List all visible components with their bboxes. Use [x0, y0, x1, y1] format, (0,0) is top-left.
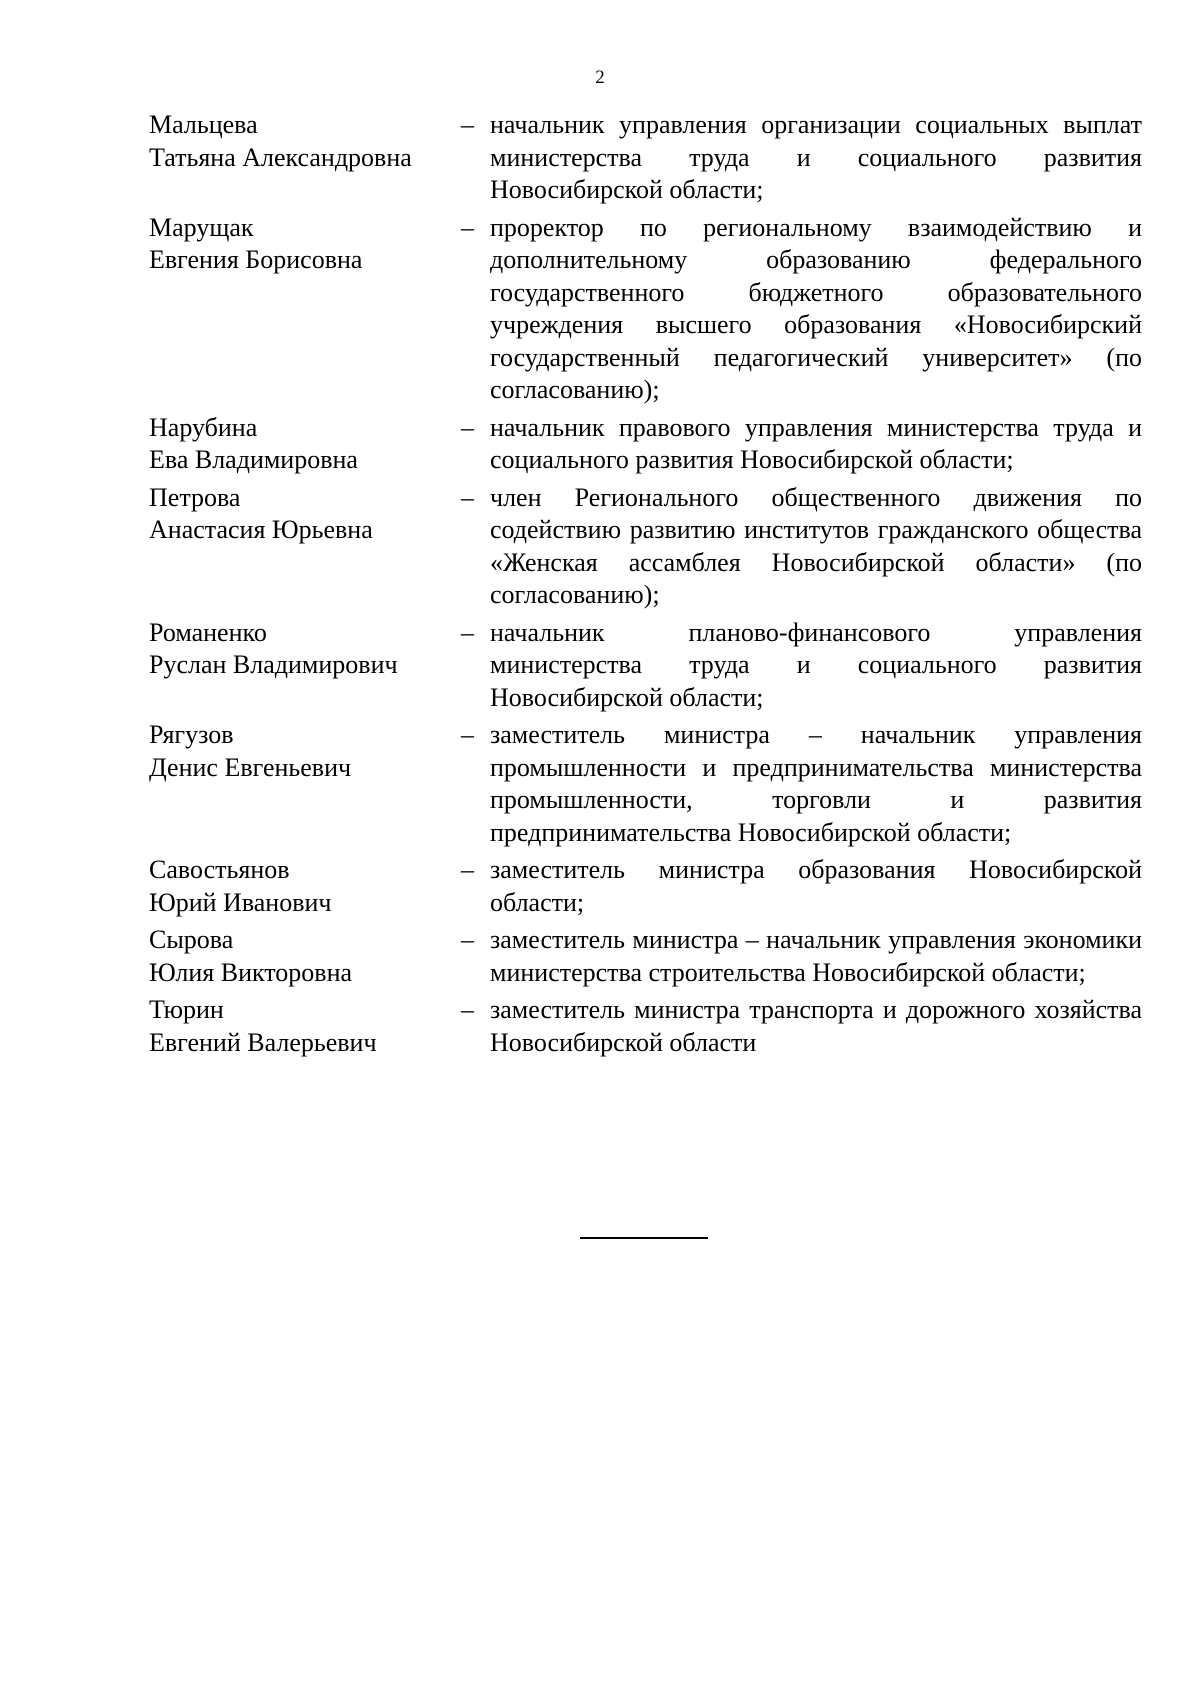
- member-entry: [149, 212, 1142, 407]
- member-surname: Романенко: [149, 617, 267, 647]
- member-position: заместитель министра – начальник управления экономики министерства строительства Новосибирской области;: [490, 925, 1142, 987]
- member-name: [149, 854, 461, 919]
- member-entry: [149, 412, 1142, 477]
- member-surname: Тюрин: [149, 995, 224, 1024]
- member-dash: –: [461, 995, 474, 1024]
- member-surname: Савостьянов: [149, 855, 290, 884]
- member-name: [149, 719, 461, 849]
- member-given-names: Анастасия Юрьевна: [149, 515, 373, 544]
- member-dash: –: [461, 925, 474, 954]
- member-entry: [149, 109, 1142, 207]
- member-entry: [149, 994, 1142, 1059]
- member-position: заместитель министра образования Новосибирской области;: [490, 855, 1142, 917]
- member-name: [149, 994, 461, 1059]
- member-surname: Мальцева: [149, 110, 258, 139]
- member-position: заместитель министра транспорта и дорожного хозяйства Новосибирской области: [490, 995, 1142, 1057]
- member-name: [149, 212, 461, 407]
- member-dash: –: [461, 412, 474, 442]
- member-name: [149, 924, 461, 989]
- member-position: проректор по региональному взаимодействию и дополнительному образованию федерального государственного бюджетного образовательного учреждения высшего образования «Новосибирский государственный педагогический университет» (по согласованию);: [490, 212, 1142, 404]
- member-position: заместитель министра – начальник управления промышленности и предпринимательства министерства промышленности, торговли и развития предпринимательства Новосибирской области;: [490, 720, 1142, 847]
- member-entry: [149, 854, 1142, 919]
- member-given-names: Юрий Иванович: [149, 887, 332, 917]
- member-position: член Регионального общественного движения по содействию развитию институтов гражданского общества «Женская ассамблея Новосибирской области» (по согласованию);: [490, 482, 1142, 609]
- member-given-names: Евгений Валерьевич: [149, 1027, 377, 1057]
- member-position: начальник управления организации социальных выплат министерства труда и социального развития Новосибирской области;: [490, 110, 1142, 204]
- member-dash: –: [461, 720, 474, 749]
- member-surname: Сырова: [149, 925, 234, 954]
- member-surname: Марущак: [149, 212, 254, 242]
- member-dash: –: [461, 482, 474, 512]
- member-surname: Рягузов: [149, 720, 234, 749]
- page-number: 2: [595, 67, 605, 88]
- member-position: начальник планово-финансового управления министерства труда и социального развития Новосибирской области;: [490, 617, 1142, 712]
- member-surname: Петрова: [149, 482, 241, 512]
- member-entry: [149, 482, 1142, 612]
- member-position: начальник правового управления министерства труда и социального развития Новосибирской области;: [490, 412, 1142, 474]
- member-surname: Нарубина: [149, 412, 258, 442]
- member-given-names: Юлия Викторовна: [149, 957, 353, 987]
- member-name: [149, 412, 461, 477]
- members-list: [149, 109, 1142, 1064]
- member-given-names: Денис Евгеньевич: [149, 752, 352, 782]
- member-name: [149, 617, 461, 715]
- member-name: [149, 109, 461, 207]
- end-of-list-rule: [580, 1237, 708, 1239]
- member-given-names: Руслан Владимирович: [149, 650, 398, 679]
- member-entry: [149, 924, 1142, 989]
- member-given-names: Татьяна Александровна: [149, 142, 412, 172]
- member-given-names: Евгения Борисовна: [149, 245, 363, 274]
- member-entry: [149, 617, 1142, 715]
- member-given-names: Ева Владимировна: [149, 445, 358, 474]
- member-entry: [149, 719, 1142, 849]
- member-dash: –: [461, 212, 474, 242]
- member-dash: –: [461, 110, 474, 139]
- member-dash: –: [461, 855, 474, 884]
- member-dash: –: [461, 617, 474, 647]
- member-name: [149, 482, 461, 612]
